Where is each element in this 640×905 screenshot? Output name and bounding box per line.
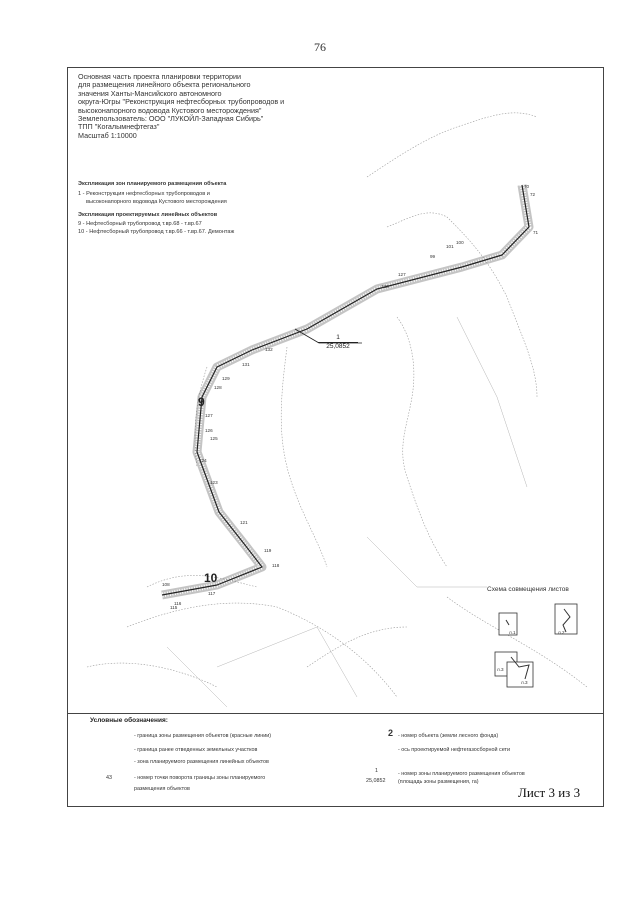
explication-objects bbox=[78, 212, 234, 236]
zone-callout bbox=[318, 334, 358, 351]
point-label: 127 bbox=[398, 272, 406, 277]
title-line: Землепользователь: ООО "ЛУКОЙЛ-Западная Сибирь" bbox=[78, 114, 264, 124]
point-label: 115 bbox=[170, 605, 178, 610]
title-line: для размещения линейного объекта регионального bbox=[78, 80, 251, 90]
explication-zones-item: 1 - Реконструкция нефтесборных трубопроводов и bbox=[78, 191, 210, 198]
title-line: округа-Югры "Реконструкция нефтесборных трубопроводов и bbox=[78, 97, 285, 107]
explication-zones-item: высоконапорного водовода Кустового месторождения bbox=[86, 198, 227, 205]
point-label: 125 bbox=[210, 436, 218, 441]
point-label: 116 bbox=[174, 601, 182, 606]
legend-item: - граница ранее отведенных земельных участков bbox=[134, 747, 258, 753]
point-label: 118 bbox=[272, 563, 280, 568]
point-label: 124 bbox=[199, 458, 207, 463]
title-line: Масштаб 1:10000 bbox=[78, 130, 137, 140]
explication-zones-heading: Экспликация зон планируемого размещения объекта bbox=[78, 181, 227, 187]
legend-item: - номер точки поворота границы зоны планируемого bbox=[134, 775, 266, 781]
point-label: 129 bbox=[222, 376, 230, 381]
point-label: 117 bbox=[208, 591, 216, 596]
point-label: 127 bbox=[205, 413, 213, 418]
title-line: ТПП "Когалымнефтегаз" bbox=[78, 122, 160, 132]
explication-objects-item: 10 - Нефтесборный трубопровод т.вр.66 - т.вр.67. Демонтаж bbox=[78, 228, 235, 235]
point-label: 100 bbox=[456, 240, 464, 245]
point-label: 108 bbox=[162, 582, 170, 587]
legend-sample-point: 43 bbox=[106, 775, 112, 781]
object-label-10: 10 bbox=[204, 571, 218, 585]
scheme-sheet-label: л.3 bbox=[521, 680, 528, 685]
sheet-scheme bbox=[495, 604, 577, 687]
point-label: 133 bbox=[381, 284, 389, 289]
legend-item: - зона планируемого размещения линейных объектов bbox=[134, 759, 269, 765]
legend-sample-zone-area: 25,0852 bbox=[366, 778, 386, 784]
point-label: 70 bbox=[524, 184, 530, 189]
zone-callout-area: 25,0852 bbox=[326, 343, 350, 350]
legend-item: - номер зоны планируемого размещения объектов bbox=[398, 771, 525, 777]
scheme-sheet-label: л.3 bbox=[497, 667, 504, 672]
point-label: 101 bbox=[446, 244, 454, 249]
legend-title: Условные обозначения: bbox=[90, 717, 168, 724]
title-line: высоконапорного водовода Кустового месторождения" bbox=[78, 105, 262, 115]
legend-item: размещения объектов bbox=[134, 786, 190, 792]
point-label: 126 bbox=[205, 428, 213, 433]
scheme-title: Схема совмещения листов bbox=[487, 586, 569, 593]
explication-objects-heading: Экспликация проектируемых линейных объектов bbox=[78, 212, 218, 218]
planned-zone-corridor bbox=[162, 185, 529, 595]
page-number: 76 bbox=[314, 40, 326, 54]
map-canvas bbox=[67, 67, 604, 713]
legend-item: - граница зоны размещения объектов (красные линии) bbox=[134, 733, 272, 739]
point-label: 123 bbox=[210, 480, 218, 485]
scheme-sheet-label: л.2 bbox=[558, 630, 565, 635]
point-label: 99 bbox=[430, 254, 436, 259]
point-label: 121 bbox=[240, 520, 248, 525]
point-label: 72 bbox=[530, 192, 536, 197]
point-label: 119 bbox=[264, 548, 272, 553]
title-line: Основная часть проекта планировки территории bbox=[78, 72, 241, 81]
object-label-9: 9 bbox=[198, 395, 205, 409]
legend-item: (площадь зоны размещения, га) bbox=[398, 779, 479, 785]
title-block bbox=[78, 73, 338, 140]
explication-zones bbox=[78, 181, 227, 206]
legend-sample-object-number: 2 bbox=[388, 728, 394, 738]
point-label: 128 bbox=[214, 385, 222, 390]
legend-sample-zone-number: 1 bbox=[375, 768, 378, 774]
legend-item: - номер объекта (земли лесного фонда) bbox=[398, 733, 499, 739]
sheet-label: Лист 3 из 3 bbox=[518, 785, 581, 800]
point-label: 71 bbox=[533, 230, 539, 235]
point-label: 131 bbox=[242, 362, 250, 367]
explication-objects-item: 9 - Нефтесборный трубопровод т.вр.68 - т.вр.67 bbox=[78, 221, 202, 228]
zone-callout-number: 1 bbox=[318, 334, 358, 343]
scheme-sheet-label: л.1 bbox=[509, 630, 516, 635]
point-label: 132 bbox=[265, 347, 273, 352]
legend-item: - ось проектируемой нефтегазосборной сети bbox=[398, 747, 511, 753]
title-line: значения Ханты-Мансийского автономного bbox=[78, 88, 222, 98]
